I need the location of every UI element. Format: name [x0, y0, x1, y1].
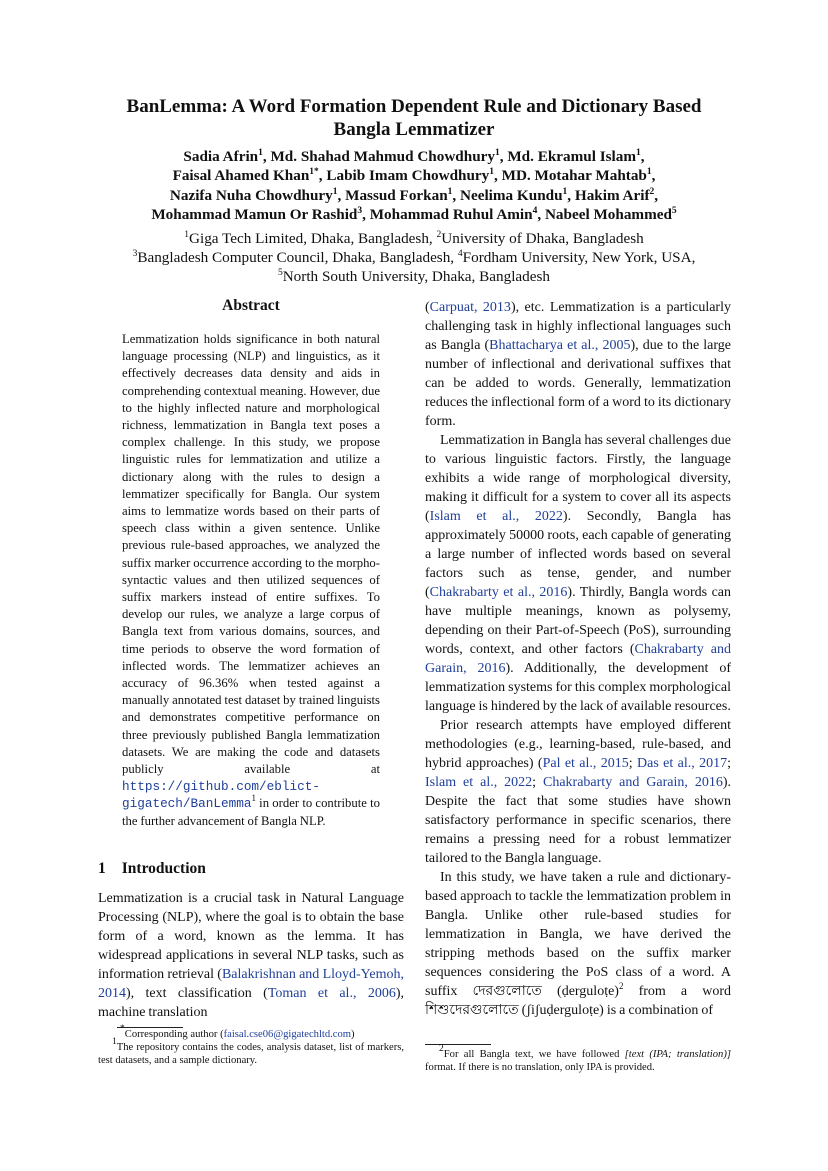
text-run: ), due to the large number of inflectional and derivational suffixes that can be added to words. Generally, lemmatization reduces the inflectional form of a word to its dictionary form. [425, 338, 731, 429]
citation-link[interactable]: https://github.com/eblict-gigatech/BanLemma [122, 779, 320, 812]
paragraph [425, 716, 731, 868]
affiliation-marker: 1 [562, 186, 568, 197]
affiliation-marker: 1 [184, 230, 190, 240]
affiliation-line [60, 248, 768, 267]
author-name: MD. Motahar Mahtab [501, 167, 647, 185]
author-separator: , [337, 186, 346, 204]
citation-link[interactable]: Bhattacharya et al., 2005 [489, 338, 631, 353]
title-line-1: BanLemma: A Word Formation Dependent Rule and Dictionary Based [126, 96, 702, 117]
text-run: Lemmatization is a crucial task in Natural Language Processing (NLP), where the goal is to obtain the base form of a word, known as the lemma. It has widespread applications in several NLP tasks, such as information retrieval ( [98, 891, 404, 982]
citation-link[interactable]: Das et al., 2017 [637, 756, 728, 771]
author-separator: , [651, 167, 656, 185]
author-name: Nabeel Mohammed [544, 206, 672, 224]
affiliation-marker: 1 [447, 186, 453, 197]
title-line-2: Bangla Lemmatizer [333, 119, 495, 140]
citation-link[interactable]: Chakrabarty and Garain, 2016 [543, 775, 723, 790]
affiliation-marker: 5 [277, 268, 283, 279]
affiliation-marker: 1 [646, 167, 652, 178]
paragraph [425, 868, 731, 1020]
affiliation-text: Bangladesh Computer Council, Dhaka, Bangladesh, [137, 249, 458, 267]
text-run: Lemmatization in Bangla has several challenges due to various linguistic factors. Firstly, the language exhibits a wide range of morphological diversity, making it difficult for a system to cover all its aspects ( [425, 433, 731, 524]
author-name: Nazifa Nuha Chowdhury [169, 186, 333, 204]
text-run: ; [628, 756, 638, 771]
affiliation-marker: 4 [532, 206, 538, 217]
email-link[interactable]: faisal.cse06@gigatechltd.com [223, 1029, 352, 1040]
citation-link[interactable]: Pal et al., 2015 [542, 756, 629, 771]
footnote [98, 1024, 404, 1041]
affiliation-marker: 1 [258, 148, 263, 158]
text-run: ; [532, 775, 543, 790]
footnote-text: The repository contains the codes, analysis dataset, list of markers, test datasets, and a sample dictionary. [98, 1042, 404, 1067]
footnote-mark: 2 [439, 1044, 444, 1054]
citation-link[interactable]: Balakrishnan and Lloyd-Yemoh, 2014 [98, 967, 404, 1001]
section-number: 1 [98, 860, 106, 877]
text-run: ), machine translation [98, 986, 404, 1020]
text-run: Lemmatization holds significance in both natural language processing (NLP) and linguistics, as it effectively decreases data density and aids in comprehending contextual meaning. However, due to the highly inflected nature and morphological richness, lemmatization in Bangla text poses a complex challenge. In this study, we propose linguistic rules for lemmatization and utilize a dictionary along with the rules to design a lemmatizer specifically for Bangla. Our system aims to lemmatize words based on their parts of speech class within a given sentence. Unlike previous rule-based approaches, we analyzed the suffix marker occurrence according to the morpho-syntactic values and then utilized sequences of suffix markers instead of entire suffixes. To develop our rules, we analyze a large corpus of Bangla text from various domains, sources, and time periods to observe the word formation of inflected words. The lemmatizer achieves an accuracy of 96.36% when tested against a manually annotated test dataset by trained linguists and demonstrates competitive performance on three previously published Bangla lemmatization datasets. We are making the code and datasets publicly available at [122, 332, 380, 777]
author-name: Md. Ekramul Islam [507, 148, 637, 165]
text-run: from a word শিশুদেরগুলোতে (ʃiʃuḍerguloṭe) is a combination of [425, 984, 731, 1018]
author-separator: , [654, 186, 659, 204]
citation-link[interactable]: Chakrabarty and Garain, 2016 [425, 642, 731, 676]
author-separator: , [452, 186, 460, 204]
author-name: Mohammad Ruhul Amin [369, 206, 533, 224]
author-separator: , [567, 186, 575, 204]
affiliation-line [60, 229, 768, 248]
footnote-rule-right [425, 1044, 491, 1045]
section-title: Introduction [121, 860, 206, 877]
author-name: Sadia Afrin [183, 148, 259, 165]
affiliation-text: Fordham University, New York, USA, [462, 249, 696, 267]
text-run: ; [727, 756, 732, 771]
author-separator: , [499, 148, 508, 165]
paragraph [98, 889, 404, 1022]
section-heading-introduction [98, 860, 404, 878]
text-run: ( [425, 300, 430, 315]
author-line [60, 147, 768, 166]
citation-link[interactable]: Islam et al., 2022 [429, 509, 563, 524]
affiliation-line [60, 267, 768, 286]
affiliation-list [60, 229, 768, 287]
affiliation-text: Giga Tech Limited, Dhaka, Bangladesh, [189, 230, 437, 247]
paragraph [425, 298, 731, 431]
author-separator: , [537, 206, 545, 224]
footnotes-left [98, 1024, 404, 1068]
author-name: Mohammad Mamun Or Rashid [151, 206, 358, 224]
author-separator: , [640, 148, 645, 165]
author-name: Massud Forkan [345, 186, 448, 204]
affiliation-marker: 3 [132, 249, 138, 260]
text-run: in order to contribute to the further advancement of Bangla NLP. [122, 796, 380, 828]
author-list [60, 147, 768, 225]
affiliation-marker: 1 [332, 186, 338, 197]
footnote-marker: 2 [618, 981, 624, 991]
right-column-text [425, 298, 731, 1020]
text-run: ), etc. Lemmatization is a particularly challenging task in highly inflectional languages such as Bangla ( [425, 300, 731, 353]
footnote-mark: * [120, 1024, 125, 1034]
abstract-text [122, 331, 380, 830]
paragraph [425, 431, 731, 716]
text-run: ). Secondly, Bangla has approximately 50000 roots, each capable of generating a large number of inflected words based on several factors such as tense, gender, and number ( [425, 509, 731, 600]
author-separator: , [262, 148, 271, 165]
citation-link[interactable]: Chakrabarty et al., 2016 [429, 585, 568, 600]
affiliation-marker: 4 [457, 249, 463, 260]
footnote-text: For all Bangla text, we have followed [443, 1049, 625, 1060]
citation-link[interactable]: Carpuat, 2013 [429, 300, 511, 315]
affiliation-marker: 3 [357, 206, 363, 217]
author-name: Labib Imam Chowdhury [326, 167, 490, 185]
footnote-text: ) [351, 1029, 355, 1040]
abstract-heading: Abstract [222, 297, 280, 314]
footnote-marker: 1 [251, 793, 256, 804]
author-line [60, 166, 768, 185]
introduction-paragraph [98, 889, 404, 1022]
author-line [60, 205, 768, 224]
affiliation-marker: 1* [309, 167, 319, 178]
footnote-text: Corresponding author ( [124, 1029, 224, 1040]
affiliation-marker: 1 [636, 148, 641, 158]
footnote-right [425, 1044, 731, 1074]
citation-link[interactable]: Islam et al., 2022 [425, 775, 533, 790]
author-name: Md. Shahad Mahmud Chowdhury [270, 148, 495, 165]
text-run: ). Additionally, the development of lemmatization systems for this complex morphological language is hindered by the lack of available resources. [425, 661, 731, 714]
affiliation-marker: 1 [489, 167, 495, 178]
author-name: Faisal Ahamed Khan [172, 167, 310, 185]
author-name: Hakim Arif [574, 186, 650, 204]
affiliation-marker: 2 [436, 230, 442, 240]
footnote [425, 1044, 731, 1074]
author-name: Neelima Kundu [460, 186, 563, 204]
footnote [98, 1037, 404, 1067]
author-separator: , [318, 167, 327, 185]
affiliation-marker: 1 [494, 148, 500, 158]
footnote-format: [text (IPA; translation)] [624, 1049, 731, 1060]
affiliation-marker: 2 [649, 186, 655, 197]
footnote-text: format. If there is no translation, only IPA is provided. [425, 1062, 655, 1074]
text-run: In this study, we have taken a rule and dictionary-based approach to tackle the lemmatization problem in Bangla. Unlike other rule-based studies for lemmatization in Bangla, we have derived the stripping methods based on the suffix marker sequences considering the PoS class of a word. A suffix দেরগুলোতে (ḍerguloṭe) [425, 870, 731, 999]
text-run: ). Thirdly, Bangla words can have multiple meanings, known as polysemy, depending on their Part-of-Speech (PoS), surrounding words, context, and other factors ( [425, 585, 732, 657]
affiliation-marker: 5 [671, 206, 677, 217]
citation-link[interactable]: Toman et al., 2006 [267, 986, 396, 1001]
author-separator: , [494, 167, 502, 185]
paper-title [80, 95, 748, 141]
author-separator: , [362, 206, 370, 224]
affiliation-text: University of Dhaka, Bangladesh [441, 230, 644, 247]
affiliation-text: North South University, Dhaka, Bangladesh [282, 268, 551, 286]
text-run: ), text classification ( [126, 986, 268, 1001]
author-line [60, 186, 768, 205]
footnote-mark: 1 [112, 1037, 117, 1048]
text-run: Prior research attempts have employed different methodologies (e.g., learning-based, rule-based, and hybrid approaches) ( [425, 718, 731, 771]
text-run: ). Despite the fact that some studies have shown satisfactory performance in specific scenarios, there remains a pressing need for a robust lemmatizer tailored to the Bangla language. [425, 775, 732, 866]
